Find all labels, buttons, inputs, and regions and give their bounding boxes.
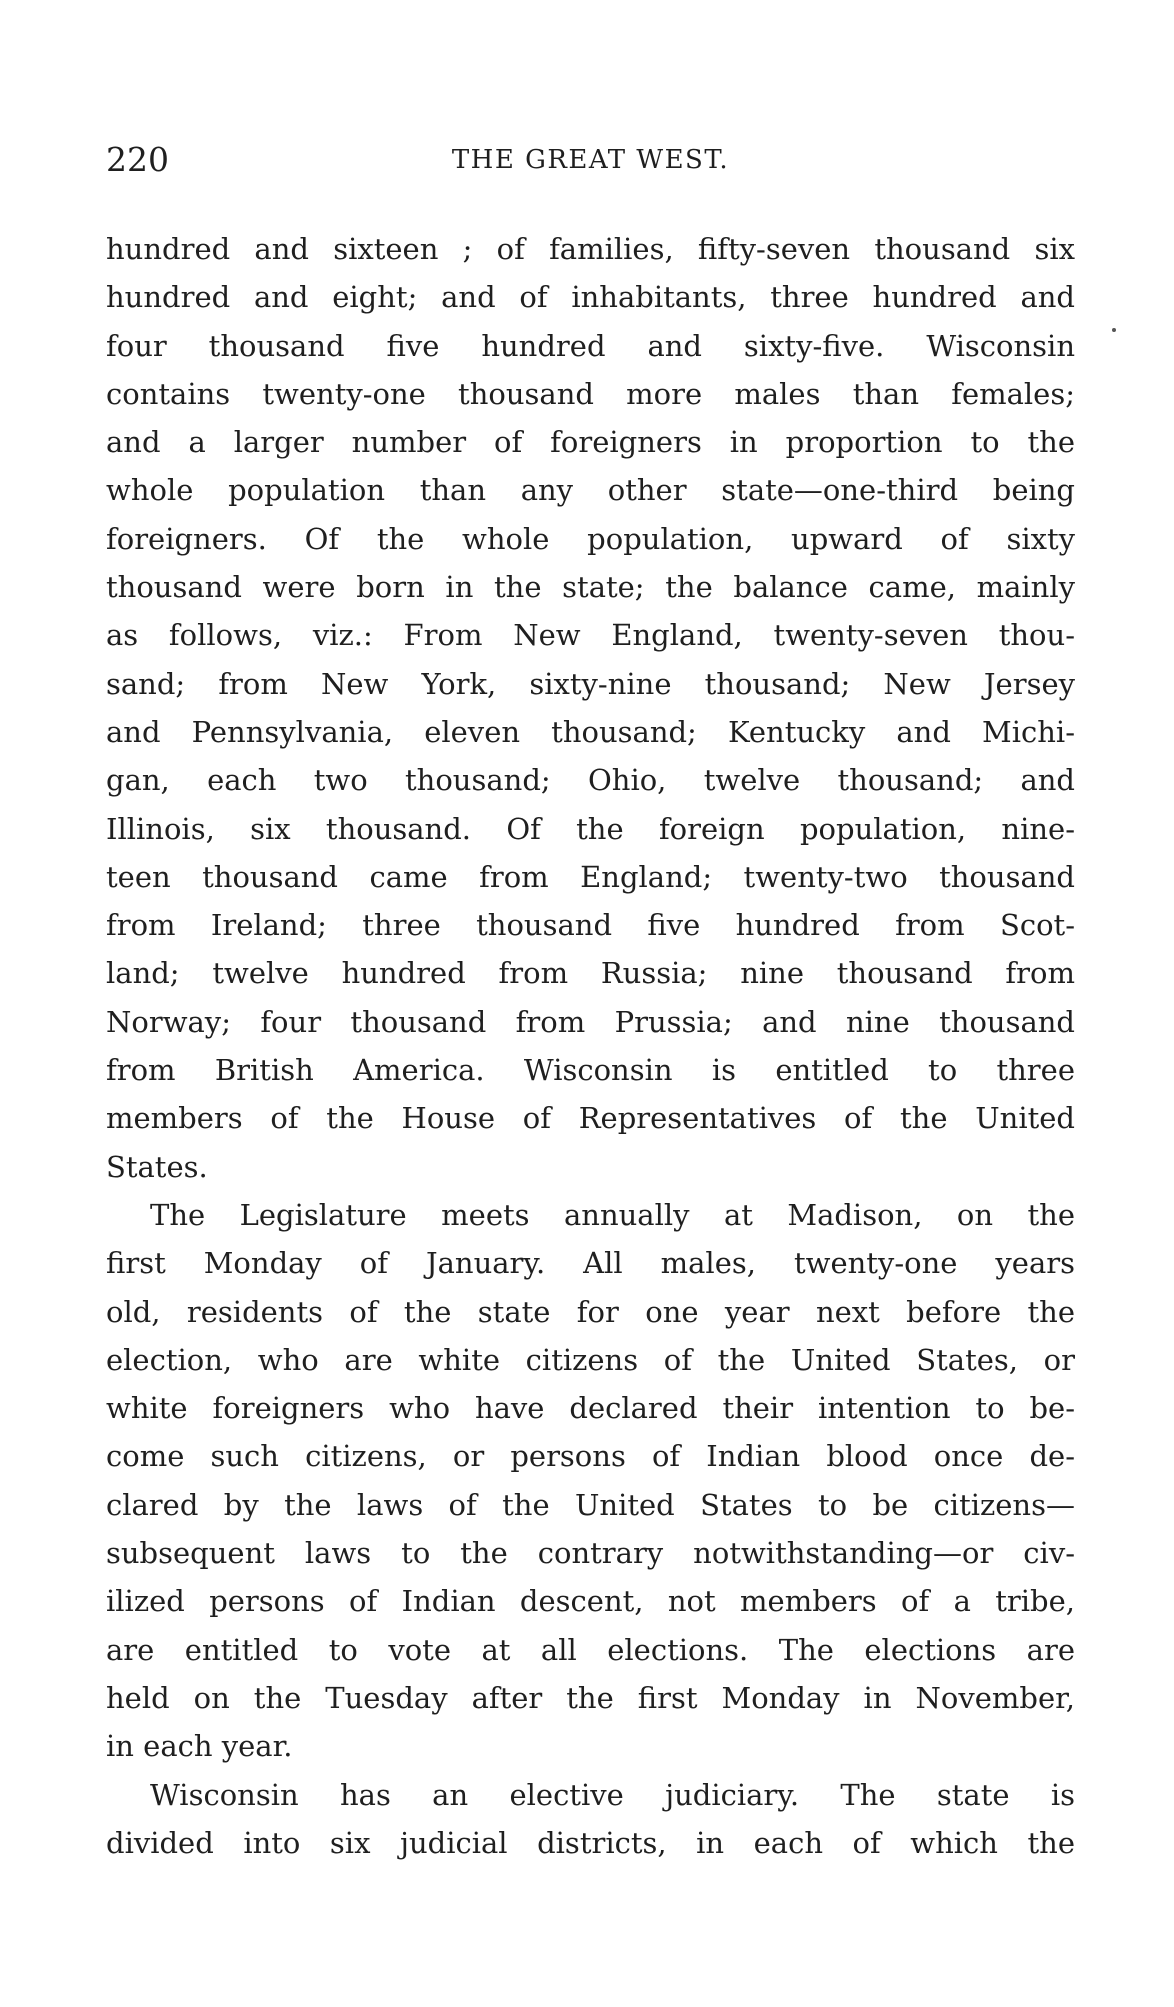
text-line: come such citizens, or persons of Indian blood once de- bbox=[106, 1439, 1075, 1474]
text-line: Wisconsin has an elective judiciary. The state is bbox=[150, 1777, 1075, 1812]
text-line: held on the Tuesday after the first Monday in November, bbox=[106, 1680, 1075, 1715]
text-line: from Ireland; three thousand five hundred from Scot- bbox=[106, 908, 1075, 943]
text-line: from British America. Wisconsin is entitled to three bbox=[106, 1053, 1075, 1088]
text-line: in each year. bbox=[106, 1729, 293, 1764]
page-number: 220 bbox=[106, 140, 169, 179]
margin-mark bbox=[1112, 328, 1116, 332]
text-line: old, residents of the state for one year next before the bbox=[106, 1294, 1075, 1329]
text-line: whole population than any other state—one-third being bbox=[106, 473, 1075, 508]
text-line: hundred and sixteen ; of families, fifty-seven thousand six bbox=[106, 232, 1075, 266]
text-line: divided into six judicial districts, in each of which the bbox=[106, 1825, 1075, 1860]
text-line: and Pennsylvania, eleven thousand; Kentucky and Michi- bbox=[106, 714, 1075, 749]
text-line: ilized persons of Indian descent, not members of a tribe, bbox=[106, 1584, 1075, 1619]
text-line: foreigners. Of the whole population, upward of sixty bbox=[106, 521, 1075, 556]
text-line: are entitled to vote at all elections. The elections are bbox=[106, 1632, 1075, 1667]
text-line: contains twenty-one thousand more males than females; bbox=[106, 376, 1075, 411]
text-line: Illinois, six thousand. Of the foreign population, nine- bbox=[106, 811, 1075, 846]
text-line: teen thousand came from England; twenty-two thousand bbox=[106, 859, 1075, 894]
running-title: THE GREAT WEST. bbox=[451, 145, 730, 175]
text-line: members of the House of Representatives of the United bbox=[106, 1101, 1075, 1136]
text-line: land; twelve hundred from Russia; nine thousand from bbox=[106, 956, 1075, 991]
text-line: clared by the laws of the United States to be citizens— bbox=[106, 1487, 1075, 1522]
text-line: gan, each two thousand; Ohio, twelve thousand; and bbox=[106, 763, 1075, 798]
text-line: four thousand five hundred and sixty-five. Wisconsin bbox=[106, 328, 1075, 363]
text-line: subsequent laws to the contrary notwithstanding—or civ- bbox=[106, 1536, 1075, 1571]
text-line: and a larger number of foreigners in proportion to the bbox=[106, 425, 1075, 460]
text-line: sand; from New York, sixty-nine thousand; New Jersey bbox=[106, 666, 1075, 701]
text-line: The Legislature meets annually at Madison, on the bbox=[150, 1197, 1075, 1232]
text-line: hundred and eight; and of inhabitants, three hundred and bbox=[106, 280, 1075, 315]
body-text bbox=[106, 225, 1075, 1867]
text-line: Norway; four thousand from Prussia; and nine thousand bbox=[106, 1004, 1075, 1039]
text-line: white foreigners who have declared their intention to be- bbox=[106, 1391, 1075, 1426]
text-line: thousand were born in the state; the balance came, mainly bbox=[106, 570, 1075, 605]
text-line: States. bbox=[106, 1149, 208, 1184]
page-header bbox=[106, 138, 1075, 182]
text-line: as follows, viz.: From New England, twenty-seven thou- bbox=[106, 618, 1075, 653]
text-line: first Monday of January. All males, twenty-one years bbox=[106, 1246, 1075, 1281]
text-line: election, who are white citizens of the United States, or bbox=[106, 1342, 1075, 1377]
